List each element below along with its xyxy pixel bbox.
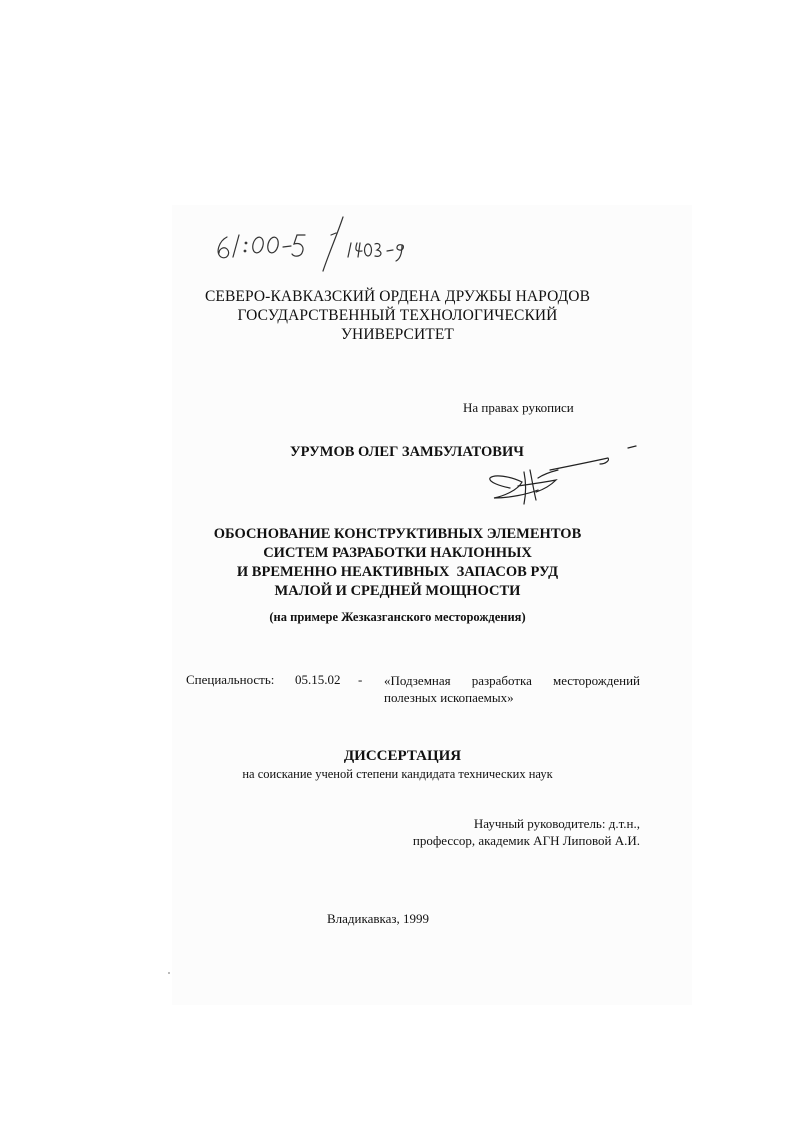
specialty-name (384, 672, 640, 706)
advisor-line-1: Научный руководитель: д.т.н., (473, 816, 640, 831)
scientific-advisor (380, 815, 640, 849)
specialty-word-3: месторождений (552, 673, 640, 688)
scan-speck (168, 972, 170, 974)
university-line-2: ГОСУДАРСТВЕННЫЙ ТЕХНОЛОГИЧЕСКИЙ (237, 307, 558, 324)
specialty-name-line-1 (384, 672, 640, 689)
manuscript-rights-note: На правах рукописи (463, 400, 574, 415)
dissertation-subtitle: (на примере Жезказганского месторождения) (269, 610, 526, 624)
title-line-3: И ВРЕМЕННО НЕАКТИВНЫХ ЗАПАСОВ РУД (236, 564, 559, 580)
university-line-3: УНИВЕРСИТЕТ (340, 326, 454, 343)
advisor-line-2: профессор, академик АГН Липовой А.И. (412, 833, 640, 848)
specialty-name-line-2: полезных ископаемых» (384, 690, 514, 705)
specialty-label: Специальность: (186, 672, 275, 687)
university-name (0, 287, 795, 344)
title-line-1: ОБОСНОВАНИЕ КОНСТРУКТИВНЫХ ЭЛЕМЕНТОВ (213, 526, 582, 542)
specialty-code: 05.15.02 (295, 672, 341, 687)
city-year: Владикавказ, 1999 (327, 911, 430, 926)
specialty-dash: - (358, 672, 363, 687)
title-line-4: МАЛОЙ И СРЕДНЕЙ МОЩНОСТИ (274, 583, 521, 599)
handwritten-archive-number (205, 205, 455, 275)
dissertation-title (0, 525, 795, 601)
document-type: ДИССЕРТАЦИЯ (343, 748, 462, 764)
handwritten-number-icon (205, 205, 455, 275)
university-line-1: СЕВЕРО-КАВКАЗСКИЙ ОРДЕНА ДРУЖБЫ НАРОДОВ (204, 288, 591, 305)
degree-description: на соискание ученой степени кандидата технических наук (242, 767, 553, 781)
specialty-word-2: разработка (471, 673, 532, 688)
signature-icon (480, 440, 640, 510)
specialty-word-1: «Подземная (384, 673, 451, 688)
author-name: УРУМОВ ОЛЕГ ЗАМБУЛАТОВИЧ (290, 444, 524, 460)
title-line-2: СИСТЕМ РАЗРАБОТКИ НАКЛОННЫХ (263, 545, 532, 561)
handwritten-signature (480, 440, 640, 510)
